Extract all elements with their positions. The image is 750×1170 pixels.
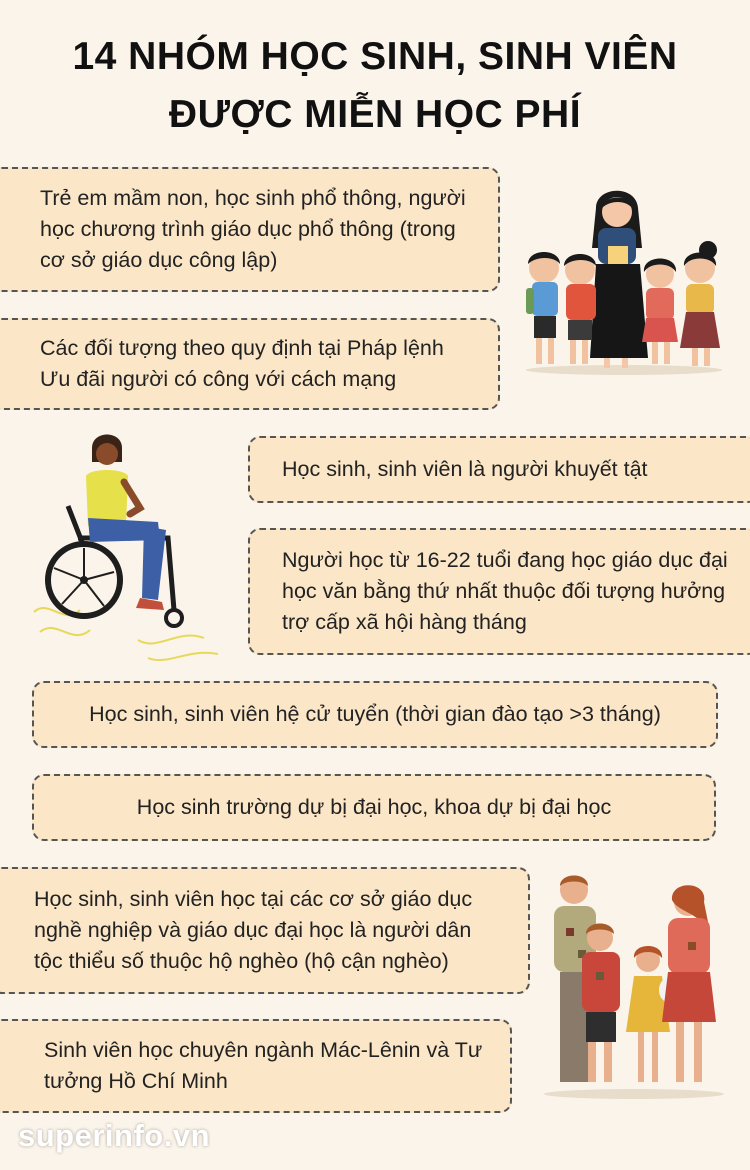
- page-title: [0, 28, 750, 144]
- group-text: Học sinh, sinh viên là người khuyết tật: [282, 457, 648, 481]
- group-card-5: [32, 681, 718, 748]
- group-text: Trẻ em mầm non, học sinh phổ thông, người học chương trình giáo dục phổ thông (trong cơ sở giáo dục công lập): [40, 186, 466, 272]
- group-card-1: [0, 167, 500, 292]
- group-text: Sinh viên học chuyên ngành Mác-Lênin và Tư tưởng Hồ Chí Minh: [44, 1038, 483, 1093]
- group-card-6: [32, 774, 716, 841]
- wheelchair-illustration: [28, 422, 228, 668]
- group-card-7: [0, 867, 530, 994]
- group-text: Các đối tượng theo quy định tại Pháp lệnh Ưu đãi người có công với cách mạng: [40, 336, 444, 391]
- group-text: Học sinh trường dự bị đại học, khoa dự bị đại học: [136, 795, 612, 819]
- title-line-2: ĐƯỢC MIỄN HỌC PHÍ: [168, 93, 582, 136]
- family-illustration: [538, 872, 730, 1100]
- watermark: superinfo.vn: [18, 1118, 211, 1153]
- title-line-1: 14 NHÓM HỌC SINH, SINH VIÊN: [72, 35, 678, 78]
- group-text: Người học từ 16-22 tuổi đang học giáo dục đại học văn bằng thứ nhất thuộc đối tượng hưởng trợ cấp xã hội hàng tháng: [282, 548, 728, 634]
- group-text: Học sinh, sinh viên học tại các cơ sở giáo dục nghề nghiệp và giáo dục đại học là người dân tộc thiểu số thuộc hộ nghèo (hộ cận nghèo): [34, 887, 473, 973]
- group-card-4: [248, 528, 750, 655]
- group-text: Học sinh, sinh viên hệ cử tuyển (thời gian đào tạo >3 tháng): [89, 702, 661, 726]
- group-card-2: [0, 318, 500, 410]
- group-card-3: [248, 436, 750, 503]
- group-card-8: [0, 1019, 512, 1113]
- teacher-children-illustration: [518, 178, 730, 376]
